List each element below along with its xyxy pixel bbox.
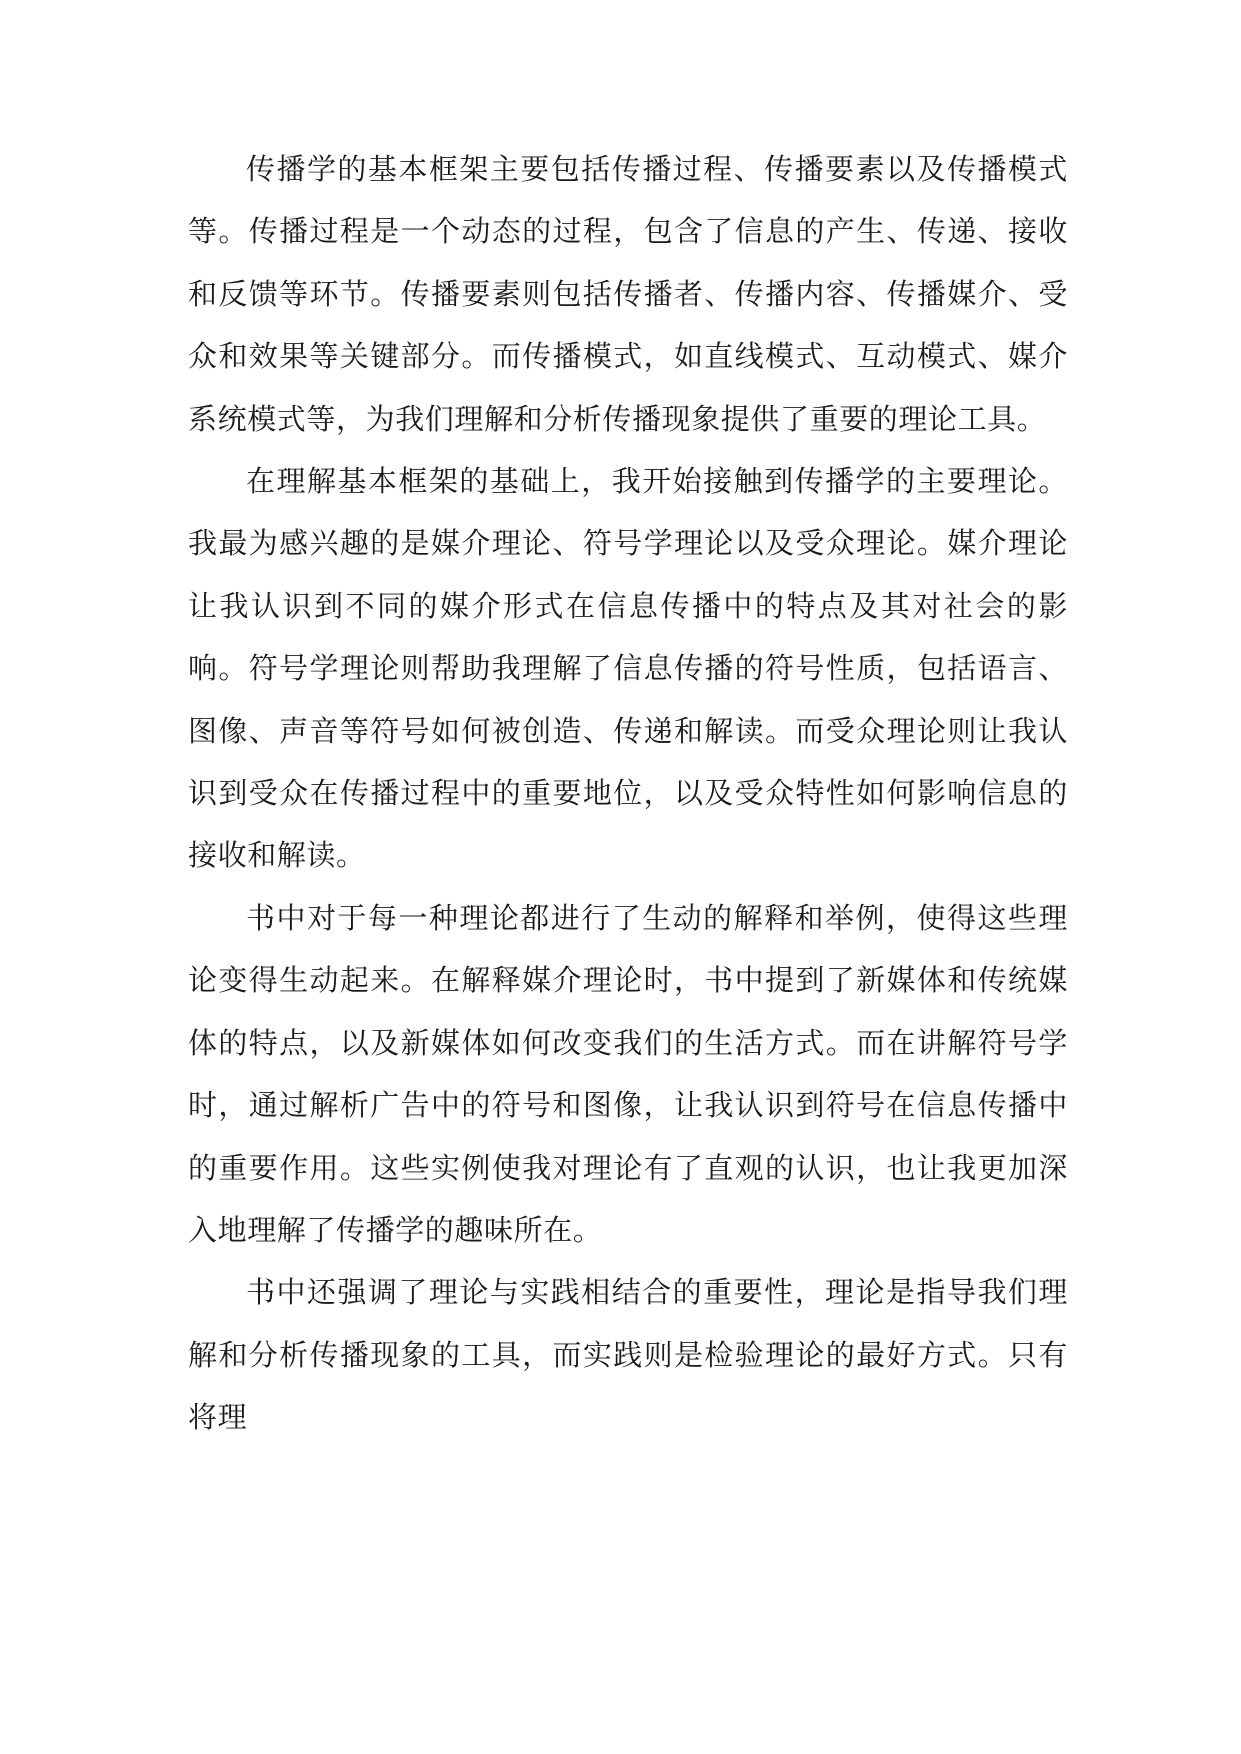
document-body xyxy=(188,138,1068,1449)
paragraph-practice: 书中还强调了理论与实践相结合的重要性，理论是指导我们理解和分析传播现象的工具，而实践则是检验理论的最好方式。只有将理 xyxy=(188,1275,1068,1435)
paragraph-framework: 传播学的基本框架主要包括传播过程、传播要素以及传播模式等。传播过程是一个动态的过程，包含了信息的产生、传递、接收和反馈等环节。传播要素则包括传播者、传播内容、传播媒介、受众和效果等关键部分。而传播模式，如直线模式、互动模式、媒介系统模式等，为我们理解和分析传播现象提供了重要的理论工具。 xyxy=(188,152,1068,436)
paragraph-examples: 书中对于每一种理论都进行了生动的解释和举例，使得这些理论变得生动起来。在解释媒介理论时，书中提到了新媒体和传统媒体的特点，以及新媒体如何改变我们的生活方式。而在讲解符号学时，通过解析广告中的符号和图像，让我认识到符号在信息传播中的重要作用。这些实例使我对理论有了直观的认识，也让我更加深入地理解了传播学的趣味所在。 xyxy=(188,900,1068,1247)
paragraph-theories: 在理解基本框架的基础上，我开始接触到传播学的主要理论。我最为感兴趣的是媒介理论、符号学理论以及受众理论。媒介理论让我认识到不同的媒介形式在信息传播中的特点及其对社会的影响。符号学理论则帮助我理解了信息传播的符号性质，包括语言、图像、声音等符号如何被创造、传递和解读。而受众理论则让我认识到受众在传播过程中的重要地位，以及受众特性如何影响信息的接收和解读。 xyxy=(188,464,1068,873)
